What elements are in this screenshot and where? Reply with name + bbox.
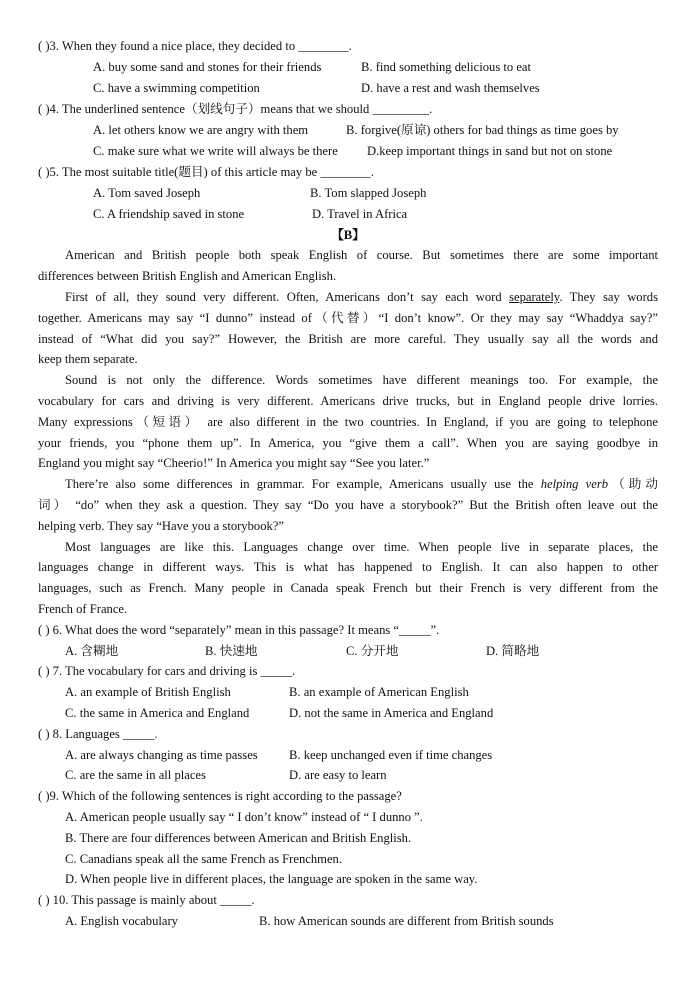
- q4-option-c: C. make sure what we write will always be there: [93, 144, 338, 158]
- underlined-word-separately: separately: [509, 290, 560, 304]
- passage-p1-line1: American and British people both speak English of course. But sometimes there are some important: [65, 248, 658, 262]
- section-b-title: 【B】: [331, 228, 365, 242]
- p4-text-post: （助动: [608, 477, 658, 491]
- q3-stem: ( )3. When they found a nice place, they decided to ________.: [38, 39, 352, 53]
- passage-p5-line1: Most languages are like this. Languages change over time. When people live in separate places, the: [65, 540, 658, 554]
- passage-p4-line3: helping verb. They say “Have you a storybook?”: [38, 519, 284, 533]
- q6-option-c: C. 分开地: [346, 644, 399, 658]
- q4-option-a: A. let others know we are angry with them: [93, 123, 309, 137]
- italic-term-helping-verb: helping verb: [540, 477, 609, 491]
- q8-option-b: B. keep unchanged even if time changes: [289, 748, 493, 762]
- p2-text-pre: First of all, they sound very different. Often, Americans don’t say each word: [65, 290, 510, 304]
- passage-p3-line1: Sound is not only the difference. Words sometimes have different meanings too. For example, the: [65, 373, 658, 387]
- passage-p2-line4: keep them separate.: [38, 352, 138, 366]
- passage-p3-line2: vocabulary for cars and driving is very different. Americans drive trucks, but in England people drive lorries.: [38, 394, 658, 408]
- passage-p3-line4: your friends, you “phone them up”. In America, you “give them a call”. When you are saying goodbye in: [38, 436, 658, 450]
- q4-option-d: D.keep important things in sand but not on stone: [367, 144, 613, 158]
- q8-option-a: A. are always changing as time passes: [65, 748, 258, 762]
- q9-stem: ( )9. Which of the following sentences is right according to the passage?: [38, 789, 402, 803]
- q4-stem: ( )4. The underlined sentence（划线句子）means that we should _________.: [38, 102, 433, 116]
- q10-option-b: B. how American sounds are different from British sounds: [259, 914, 554, 928]
- passage-p5-line2: languages change in different ways. This is what has happened to English. It can also happen to other: [38, 560, 658, 574]
- q7-option-b: B. an example of American English: [289, 685, 469, 699]
- q5-option-b: B. Tom slapped Joseph: [310, 186, 427, 200]
- q5-option-a: A. Tom saved Joseph: [93, 186, 201, 200]
- q9-option-b: B. There are four differences between American and British English.: [65, 831, 412, 845]
- q5-stem: ( )5. The most suitable title(题目) of this article may be ________.: [38, 165, 374, 179]
- p4-text-pre: There’re also some differences in grammar. For example, Americans usually use the: [65, 477, 541, 491]
- passage-p3-line3: Many expressions（短语） are also different in the two countries. In England, if you are going to telephone: [38, 415, 658, 429]
- passage-p2-line3: instead of “What did you say?” However, the British are more careful. They usually say all the words and: [38, 332, 658, 346]
- q6-option-d: D. 简略地: [486, 644, 540, 658]
- q4-option-b: B. forgive(原谅) others for bad things as time goes by: [346, 123, 619, 137]
- q8-option-d: D. are easy to learn: [289, 768, 387, 782]
- q10-stem: ( ) 10. This passage is mainly about _____.: [38, 893, 255, 907]
- passage-p2-line2: together. Americans may say “I dunno” instead of（代替）“I don’t know”. Or they may say “Whaddya say?”: [38, 311, 658, 325]
- q9-option-d: D. When people live in different places, the language are spoken in the same way.: [65, 872, 478, 886]
- passage-p3-line5: England you might say “Cheerio!” In America you might say “See you later.”: [38, 456, 430, 470]
- q7-option-a: A. an example of British English: [65, 685, 231, 699]
- q8-option-c: C. are the same in all places: [65, 768, 206, 782]
- q7-option-c: C. the same in America and England: [65, 706, 250, 720]
- q6-stem: ( ) 6. What does the word “separately” mean in this passage? It means “_____”.: [38, 623, 440, 637]
- q9-option-a: A. American people usually say “ I don’t know” instead of “ I dunno ”.: [65, 810, 423, 824]
- q5-option-d: D. Travel in Africa: [312, 207, 408, 221]
- q3-option-d: D. have a rest and wash themselves: [361, 81, 540, 95]
- q5-option-c: C. A friendship saved in stone: [93, 207, 245, 221]
- q7-stem: ( ) 7. The vocabulary for cars and driving is _____.: [38, 664, 296, 678]
- q3-option-c: C. have a swimming competition: [93, 81, 260, 95]
- q3-option-b: B. find something delicious to eat: [361, 60, 531, 74]
- passage-p5-line4: French of France.: [38, 602, 128, 616]
- q10-option-a: A. English vocabulary: [65, 914, 178, 928]
- p2-text-post: . They say words: [559, 290, 658, 304]
- q8-stem: ( ) 8. Languages _____.: [38, 727, 158, 741]
- passage-p4-line2: 词） “do” when they ask a question. They say “Do you have a storybook?” But the British often leave out the: [38, 498, 658, 512]
- q6-option-a: A. 含糊地: [65, 644, 119, 658]
- q9-option-c: C. Canadians speak all the same French as Frenchmen.: [65, 852, 342, 866]
- passage-p4-line1: [38, 476, 658, 492]
- passage-p5-line3: languages, such as French. Many people in Canada speak French but their French is very different from the: [38, 581, 658, 595]
- passage-p1-line2: differences between British English and American English.: [38, 269, 337, 283]
- q3-option-a: A. buy some sand and stones for their friends: [93, 60, 322, 74]
- passage-p2-line1: [38, 289, 658, 305]
- q7-option-d: D. not the same in America and England: [289, 706, 494, 720]
- q6-option-b: B. 快速地: [205, 644, 258, 658]
